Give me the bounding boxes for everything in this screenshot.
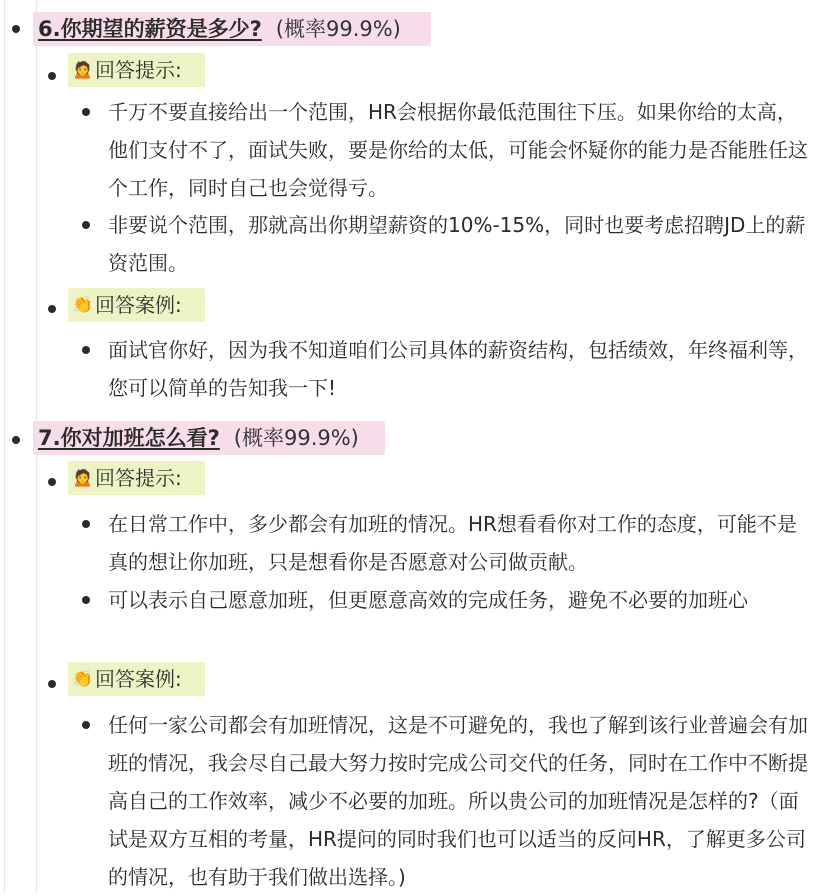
bullet <box>12 25 20 33</box>
tips-heading <box>72 53 182 87</box>
tips-heading <box>72 461 182 495</box>
tips-label: 回答提示: <box>95 466 182 490</box>
tips-label: 回答提示: <box>95 58 182 82</box>
question-heading <box>38 12 401 46</box>
bullet <box>82 596 90 604</box>
bullet <box>82 520 90 528</box>
bullet <box>82 721 90 729</box>
bullet <box>82 221 90 229</box>
question-title: 7.你对加班怎么看? <box>38 426 220 450</box>
bullet <box>48 305 56 313</box>
bullet <box>82 346 90 354</box>
example-label: 回答案例: <box>95 293 182 317</box>
example-heading <box>72 288 182 322</box>
question-title: 6.你期望的薪资是多少? <box>38 17 262 41</box>
woman-face-icon: 🙍 <box>72 60 94 80</box>
question-probability: (概率99.9%) <box>233 426 359 450</box>
question-probability: (概率99.9%) <box>275 17 401 41</box>
clapping-hands-icon: 👏 <box>72 295 94 315</box>
clapping-hands-icon: 👏 <box>72 669 94 689</box>
question-heading <box>38 421 359 455</box>
tip-paragraph: 在日常工作中，多少都会有加班的情况。HR想看看你对工作的态度，可能不是真的想让你加班，只是想看你是否愿意对公司做贡献。 <box>108 512 797 574</box>
bullet <box>48 478 56 486</box>
example-label: 回答案例: <box>95 667 182 691</box>
indent-guide <box>4 0 5 894</box>
bullet <box>12 436 20 444</box>
example-paragraph: 任何一家公司都会有加班情况，这是不可避免的，我也了解到该行业普遍会有加班的情况，我会尽自己最大努力按时完成公司交代的任务，同时在工作中不断提高自己的工作效率，减少不必要的加班。所以贵公司的加班情况是怎样的?（面试是双方互相的考量，HR提问的同时我们也可以适当的反问HR，了解更多公司的情况，也有助于我们做出选择。) <box>108 713 808 889</box>
tip-paragraph: 可以表示自己愿意加班，但更愿意高效的完成任务，避免不必要的加班心 <box>108 588 748 612</box>
tip-paragraph: 千万不要直接给出一个范围，HR会根据你最低范围往下压。如果你给的太高，他们支付不了，面试失败，要是你给的太低，可能会怀疑你的能力是否能胜任这个工作，同时自己也会觉得亏。 <box>108 100 808 200</box>
woman-face-icon: 🙍 <box>72 468 94 488</box>
bullet <box>48 680 56 688</box>
tip-paragraph: 非要说个范围，那就高出你期望薪资的10%-15%，同时也要考虑招聘JD上的薪资范围。 <box>108 213 806 275</box>
bullet <box>48 72 56 80</box>
bullet <box>82 108 90 116</box>
example-paragraph: 面试官你好，因为我不知道咱们公司具体的薪资结构，包括绩效，年终福利等，您可以简单的告知我一下! <box>108 338 808 400</box>
example-heading <box>72 662 182 696</box>
